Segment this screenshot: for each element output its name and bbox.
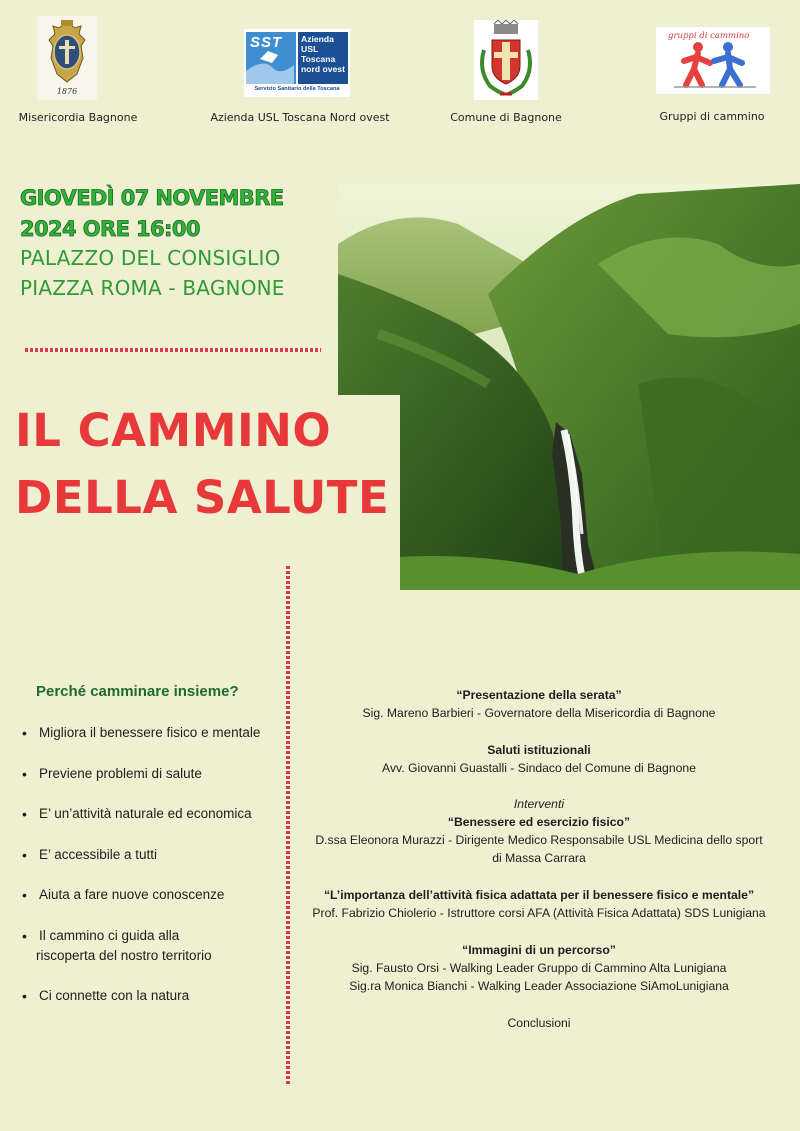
list-item: • Previene problemi di salute: [20, 764, 290, 784]
usl-line2: USL: [301, 44, 319, 54]
usl-line3: Toscana: [301, 54, 336, 64]
list-item-line1: Il cammino ci guida alla: [39, 927, 180, 943]
program-talk2-speaker: Prof. Fabrizio Chiolerio - Istruttore corsi AFA (Attività Fisica Adattata) SDS Lunigiana: [312, 906, 766, 920]
list-item: • E’ accessibile a tutti: [20, 845, 290, 865]
usl-line1: Azienda: [301, 34, 334, 44]
program-greetings-speaker: Avv. Giovanni Guastalli - Sindaco del Comune di Bagnone: [382, 761, 696, 775]
program-talk3-title: “Immagini di un percorso”: [462, 943, 616, 957]
list-item: • E’ un’attività naturale ed economica: [20, 804, 290, 824]
list-item: • Aiuta a fare nuove conoscenze: [20, 885, 290, 905]
program-talk3-speaker1: Sig. Fausto Orsi - Walking Leader Gruppo di Cammino Alta Lunigiana: [351, 961, 727, 975]
list-item: [20, 926, 290, 966]
dotted-divider: [25, 348, 321, 352]
program-greetings: [292, 741, 786, 777]
usl-abbr: SST: [250, 34, 283, 51]
event-date: [20, 183, 284, 245]
event-venue-line2: PIAZZA ROMA - BAGNONE: [20, 276, 285, 300]
program-talk1-title: “Benessere ed esercizio fisico”: [447, 815, 631, 829]
usl-logo: [244, 29, 350, 97]
misericordia-year: 1876: [56, 87, 78, 96]
logo-caption-gruppi: Gruppi di cammino: [659, 110, 765, 123]
gruppi-cammino-logo: [656, 27, 770, 94]
program-talk3: [292, 941, 786, 995]
program-talk3-speaker2: Sig.ra Monica Bianchi - Walking Leader Associazione SiAmoLunigiana: [349, 979, 729, 993]
mountain-waterfall-photo: [338, 184, 800, 590]
comune-bagnone-logo: [474, 20, 538, 100]
program-intro-speaker: Sig. Mareno Barbieri - Governatore della Misericordia di Bagnone: [362, 706, 716, 720]
program-talk1: [292, 813, 786, 867]
program-talk1-speaker-line1: D.ssa Eleonora Murazzi - Dirigente Medico Responsabile USL Medicina dello sport: [315, 833, 763, 847]
list-item-line2: riscoperta del nostro territorio: [36, 947, 212, 963]
main-title-line1: IL CAMMINO: [15, 404, 332, 457]
logo-caption-usl: Azienda USL Toscana Nord ovest: [210, 111, 390, 124]
program-talk2-title: “L’importanza dell’attività fisica adattata per il benessere fisico e mentale”: [323, 888, 755, 902]
program-intro: [292, 686, 786, 722]
gruppi-logo-text: gruppi di cammino: [668, 31, 750, 41]
misericordia-logo: [37, 16, 97, 100]
why-list: [20, 723, 290, 1026]
program-talk2: [292, 886, 786, 922]
event-venue-line1: PALAZZO DEL CONSIGLIO: [20, 246, 281, 270]
event-venue: [20, 243, 285, 303]
why-heading: Perché camminare insieme?: [36, 683, 239, 700]
logo-caption-comune: Comune di Bagnone: [450, 111, 562, 124]
main-title: [15, 397, 389, 531]
program-greetings-title: Saluti istituzionali: [487, 743, 591, 757]
event-date-line2: 2024 ORE 16:00: [20, 217, 200, 241]
usl-text: [301, 34, 345, 74]
list-item: • Ci connette con la natura: [20, 986, 290, 1006]
logo-caption-misericordia: Misericordia Bagnone: [18, 111, 138, 124]
program-closing: Conclusioni: [507, 1016, 571, 1030]
usl-line4: nord ovest: [301, 64, 345, 74]
program-talk1-speaker-line2: di Massa Carrara: [492, 851, 586, 865]
usl-footer: Servizio Sanitario della Toscana: [254, 86, 340, 92]
program-interventi-label: Interventi: [513, 797, 565, 811]
list-item: • Migliora il benessere fisico e mentale: [20, 723, 290, 743]
event-date-line1: GIOVEDÌ 07 NOVEMBRE: [20, 186, 284, 210]
program-intro-title: “Presentazione della serata”: [456, 688, 622, 702]
main-title-line2: DELLA SALUTE: [15, 471, 390, 524]
